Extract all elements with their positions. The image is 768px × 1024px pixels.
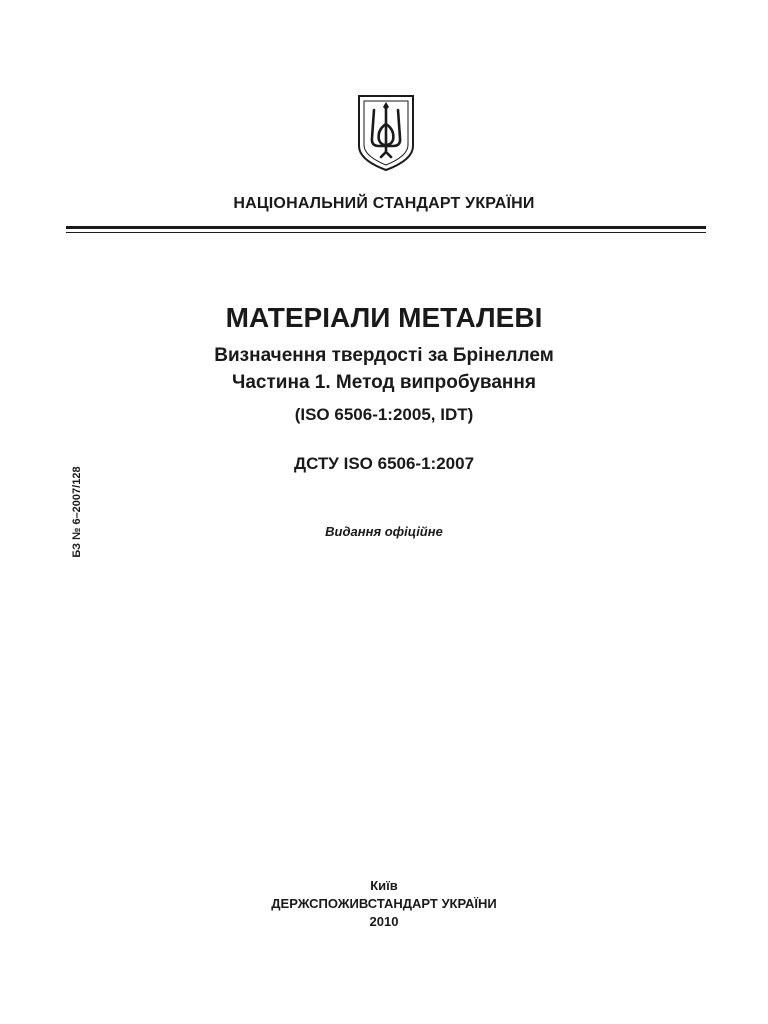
trident-coat-of-arms-icon [357, 94, 415, 172]
footer-city: Київ [370, 878, 398, 893]
edition-label: Видання офіційне [325, 524, 443, 539]
footer-publisher: ДЕРЖСПОЖИВСТАНДАРТ УКРАЇНИ [271, 896, 497, 911]
divider-thick [66, 226, 706, 229]
footer-year: 2010 [369, 914, 399, 929]
standard-code: ДСТУ ISO 6506-1:2007 [293, 454, 475, 473]
document-title: МАТЕРІАЛИ МЕТАЛЕВІ [225, 302, 543, 333]
document-subtitle-line2: Частина 1. Метод випробування [232, 372, 536, 393]
national-standard-heading: НАЦІОНАЛЬНИЙ СТАНДАРТ УКРАЇНИ [233, 195, 535, 212]
iso-reference: (ISO 6506-1:2005, IDT) [294, 405, 474, 424]
divider-thin [66, 232, 706, 233]
side-registration-note: БЗ № 6–2007/128 [71, 466, 83, 558]
document-subtitle-line1: Визначення твердості за Брінеллем [214, 345, 554, 366]
